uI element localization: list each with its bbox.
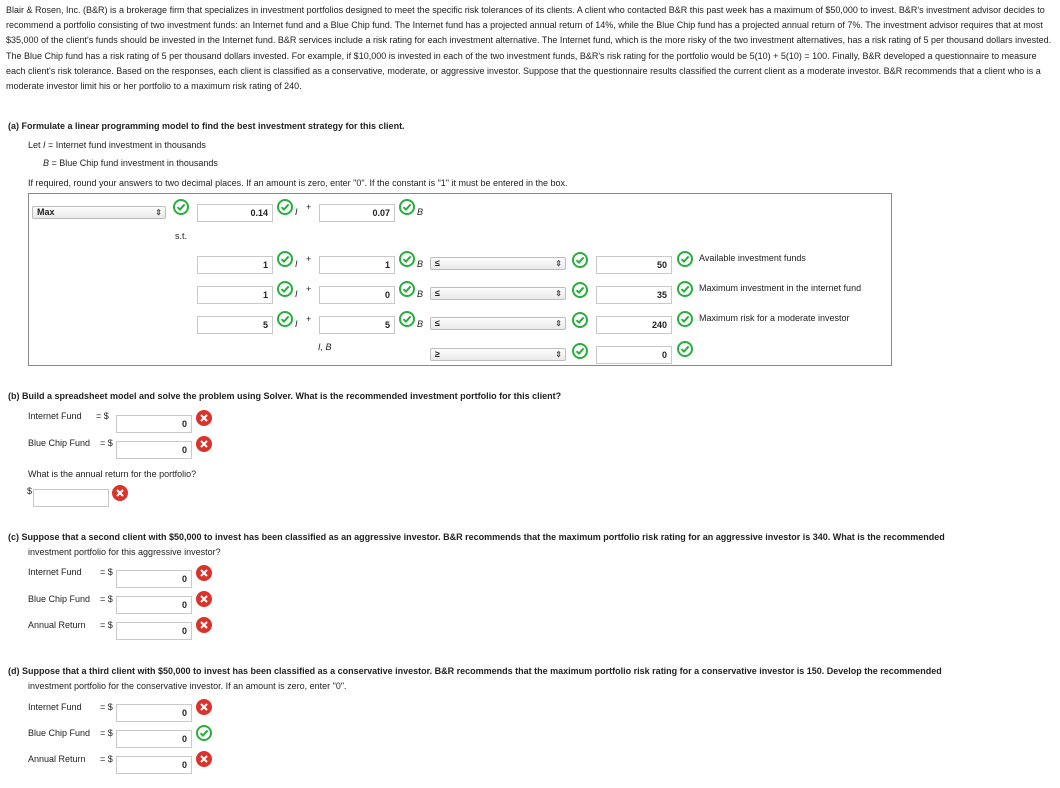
- b-return-input[interactable]: [33, 489, 109, 507]
- c2-coef-b-input[interactable]: 0: [319, 286, 395, 304]
- check-icon: [196, 725, 212, 741]
- var-b-label: B: [417, 207, 424, 217]
- rounding-instructions: If required, round your answers to two decimal places. If an amount is zero, enter "0". If the constant is "1" it must be entered in the box.: [28, 178, 568, 188]
- plus-sign: +: [306, 314, 312, 324]
- problem-statement: Blair & Rosen, Inc. (B&R) is a brokerage firm that specializes in investment portfolios designed to meet the specific risk tolerances of its clients. A client who contacted B&R this past week has a maximum of $50,000 to invest. B&R's investment advisor decides to recommend a portfolio consisting of two investment funds: an Internet fund and a Blue Chip fund. The Internet fund has a projected annual return of 14%, while the Blue Chip fund has a projected annual return of 7%. The investment advisor requires that at most $35,000 of the client's funds should be invested in the Internet fund. B&R services include a risk rating for each investment alternative. The Internet fund, which is the more risky of the two investment alternatives, has a risk rating of 5 per thousand dollars invested. The Blue Chip fund has a risk rating of 5 per thousand dollars invested. For example, if $10,000 is invested in each of the two investment funds, B&R's risk rating for the portfolio would be 5(10) + 5(10) = 100. Finally, B&R developed a questionnaire to measure each client's risk tolerance. Based on the responses, each client is classified as a conservative, moderate, or aggressive investor. Suppose that the questionnaire results classified the current client as a moderate investor. B&R recommends that a client who is a moderate investor limit his or her portfolio to a maximum risk rating of 240.: [6, 5, 1052, 92]
- check-icon: [572, 312, 588, 328]
- incorrect-icon: [112, 485, 128, 501]
- check-icon: [277, 251, 293, 267]
- select-arrow-icon: ⇕: [555, 350, 562, 359]
- objective-coef-b-input[interactable]: 0.07: [319, 204, 395, 222]
- select-arrow-icon: ⇕: [555, 289, 562, 298]
- check-icon: [572, 343, 588, 359]
- b-bluechip-eq: = $: [100, 438, 113, 448]
- select-arrow-icon: ⇕: [555, 259, 562, 268]
- nonneg-vars-label: I, B: [318, 342, 332, 352]
- check-icon: [572, 252, 588, 268]
- check-icon: [572, 282, 588, 298]
- c3-operator-select[interactable]: ≤ ⇕: [430, 317, 566, 330]
- check-icon: [399, 251, 415, 267]
- b-return-question: What is the annual return for the portfolio?: [28, 469, 197, 479]
- incorrect-icon: [196, 699, 212, 715]
- b-bluechip-input[interactable]: 0: [116, 441, 192, 459]
- check-icon: [677, 341, 693, 357]
- c-bluechip-input[interactable]: 0: [116, 596, 192, 614]
- part-c-question-line2: investment portfolio for this aggressive investor?: [28, 547, 221, 557]
- nonneg-operator-select[interactable]: ≥ ⇕: [430, 348, 566, 361]
- check-icon: [277, 199, 293, 215]
- incorrect-icon: [196, 751, 212, 767]
- c1-coef-b-input[interactable]: 1: [319, 256, 395, 274]
- c1-rhs-input[interactable]: 50: [596, 256, 672, 274]
- check-icon: [677, 311, 693, 327]
- c3-label: Maximum risk for a moderate investor: [699, 313, 850, 323]
- check-icon: [677, 251, 693, 267]
- part-b-question: (b) Build a spreadsheet model and solve the problem using Solver. What is the recommended investment portfolio for this client?: [8, 391, 562, 401]
- c3-coef-i-input[interactable]: 5: [197, 316, 273, 334]
- c1-label: Available investment funds: [699, 253, 806, 263]
- part-d-question-line2: investment portfolio for the conservative investor. If an amount is zero, enter "0".: [28, 681, 347, 691]
- var-b-label: B: [417, 319, 424, 329]
- objective-sense-select[interactable]: Max ⇕: [32, 206, 166, 219]
- incorrect-icon: [196, 617, 212, 633]
- b-internet-eq: = $: [96, 411, 109, 421]
- check-icon: [277, 281, 293, 297]
- var-b-label: B: [417, 289, 424, 299]
- c-return-label: Annual Return: [28, 620, 86, 630]
- select-arrow-icon: ⇕: [555, 319, 562, 328]
- check-icon: [277, 311, 293, 327]
- subject-to-label: s.t.: [175, 231, 188, 241]
- check-icon: [677, 281, 693, 297]
- check-icon: [399, 199, 415, 215]
- c-bluechip-label: Blue Chip Fund: [28, 594, 91, 604]
- part-a-question: (a) Formulate a linear programming model to find the best investment strategy for this client.: [8, 121, 405, 131]
- c-return-input[interactable]: 0: [116, 622, 192, 640]
- c2-rhs-input[interactable]: 35: [596, 286, 672, 304]
- b-internet-label: Internet Fund: [28, 411, 82, 421]
- c-return-eq: = $: [100, 620, 113, 630]
- c-internet-label: Internet Fund: [28, 567, 82, 577]
- check-icon: [399, 311, 415, 327]
- plus-sign: +: [306, 254, 312, 264]
- check-icon: [399, 281, 415, 297]
- plus-sign: +: [306, 284, 312, 294]
- objective-coef-i-input[interactable]: 0.14: [197, 204, 273, 222]
- c3-rhs-input[interactable]: 240: [596, 316, 672, 334]
- var-i-label: I: [295, 289, 298, 299]
- part-c-question-line1: (c) Suppose that a second client with $50,000 to invest has been classified as an aggressive investor. B&R recommends that the maximum portfolio risk rating for an aggressive investor is 340. What is the recommended: [8, 532, 945, 542]
- b-bluechip-label: Blue Chip Fund: [28, 438, 91, 448]
- c2-operator-select[interactable]: ≤ ⇕: [430, 287, 566, 300]
- var-i-label: I: [295, 207, 298, 217]
- plus-sign: +: [306, 202, 312, 212]
- part-d-question-line1: (d) Suppose that a third client with $50,000 to invest has been classified as a conservative investor. B&R recommends that the maximum portfolio risk rating for a conservative investor is 150. Develop the recommended: [8, 666, 942, 676]
- c-internet-input[interactable]: 0: [116, 570, 192, 588]
- d-bluechip-eq: = $: [100, 728, 113, 738]
- var-b-label: B: [417, 259, 424, 269]
- incorrect-icon: [196, 591, 212, 607]
- c2-label: Maximum investment in the internet fund: [699, 283, 862, 293]
- b-return-dollar: $: [27, 486, 33, 496]
- d-return-eq: = $: [100, 754, 113, 764]
- let-i-definition: Let I = Internet fund investment in thousands: [28, 140, 206, 150]
- c3-coef-b-input[interactable]: 5: [319, 316, 395, 334]
- select-arrow-icon: ⇕: [155, 208, 162, 217]
- b-internet-input[interactable]: 0: [116, 415, 192, 433]
- d-return-input[interactable]: 0: [116, 756, 192, 774]
- d-internet-input[interactable]: 0: [116, 704, 192, 722]
- nonneg-rhs-input[interactable]: 0: [596, 346, 672, 364]
- incorrect-icon: [196, 410, 212, 426]
- d-internet-eq: = $: [100, 702, 113, 712]
- incorrect-icon: [196, 436, 212, 452]
- var-i-label: I: [295, 319, 298, 329]
- check-icon: [173, 199, 189, 215]
- c1-coef-i-input[interactable]: 1: [197, 256, 273, 274]
- d-bluechip-input[interactable]: 0: [116, 730, 192, 748]
- let-b-definition: B = Blue Chip fund investment in thousands: [43, 158, 218, 168]
- c-bluechip-eq: = $: [100, 594, 113, 604]
- d-internet-label: Internet Fund: [28, 702, 82, 712]
- d-bluechip-label: Blue Chip Fund: [28, 728, 91, 738]
- c1-operator-select[interactable]: ≤ ⇕: [430, 257, 566, 270]
- c-internet-eq: = $: [100, 567, 113, 577]
- incorrect-icon: [196, 565, 212, 581]
- var-i-label: I: [295, 259, 298, 269]
- c2-coef-i-input[interactable]: 1: [197, 286, 273, 304]
- d-return-label: Annual Return: [28, 754, 86, 764]
